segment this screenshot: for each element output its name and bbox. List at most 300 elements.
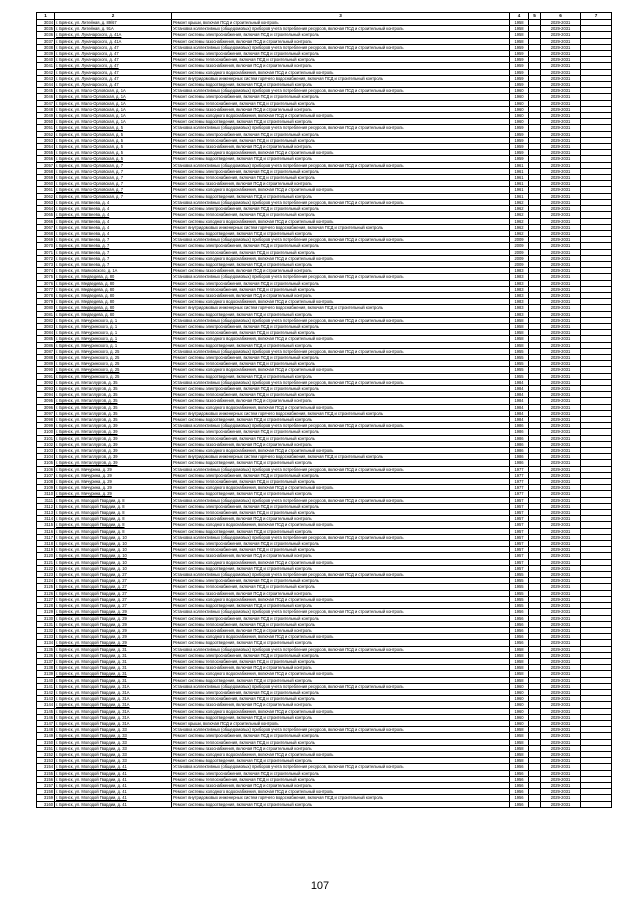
period-cell: 2029-2031 <box>541 596 581 602</box>
period-cell: 2029-2031 <box>541 417 581 423</box>
work-type-cell: Ремонт системы водоотведения, включая ПСД и строительный контроль <box>172 528 510 534</box>
work-type-cell: Ремонт системы теплоснабжения, включая ПСД и строительный контроль <box>172 696 510 702</box>
row-number-cell: 3130 <box>37 615 55 621</box>
address-cell: г. Брянск, ул. Металлургов, д. 39 <box>55 423 172 429</box>
year-cell: 1959 <box>510 82 529 88</box>
period-cell: 2029-2031 <box>541 516 581 522</box>
period-cell: 2029-2031 <box>541 268 581 274</box>
address-cell: г. Брянск, ул. Мало-Орловская, д. 1А <box>55 100 172 106</box>
period-cell: 2029-2031 <box>541 460 581 466</box>
work-type-cell: Ремонт системы холодного водоснабжения, включая ПСД и строительный контроль <box>172 596 510 602</box>
year-cell: 1955 <box>510 596 529 602</box>
address-cell: г. Брянск, ул. Молодой Гвардии, д. 29 <box>55 609 172 615</box>
address-cell: г. Брянск, ул. Луначарского, д. 47 <box>55 75 172 81</box>
address-cell: г. Брянск, ул. Матвеева, д. 4 <box>55 199 172 205</box>
period-cell: 2029-2031 <box>541 627 581 633</box>
year-cell: 1958 <box>510 32 529 38</box>
row-number-cell: 3066 <box>37 218 55 224</box>
period-cell: 2029-2031 <box>541 168 581 174</box>
work-type-cell: Ремонт системы теплоснабжения, включая ПСД и строительный контроль <box>172 510 510 516</box>
period-cell: 2029-2031 <box>541 255 581 261</box>
work-type-cell: Ремонт внутридомовых инженерных систем горячего водоснабжения, включая ПСД и строительный контроль <box>172 224 510 230</box>
year-cell: 1960 <box>510 696 529 702</box>
work-type-cell: Ремонт системы теплоснабжения, включая ПСД и строительный контроль <box>172 212 510 218</box>
col7-cell <box>581 801 612 807</box>
work-type-cell: Ремонт системы теплоснабжения, включая ПСД и строительный контроль <box>172 739 510 745</box>
period-cell: 2029-2031 <box>541 801 581 807</box>
year-cell: 1957 <box>510 516 529 522</box>
table-header-row <box>37 13 612 20</box>
row-number-cell: 3041 <box>37 63 55 69</box>
row-number-cell: 3158 <box>37 789 55 795</box>
address-cell: г. Брянск, ул. Мичурина, д. 29 <box>55 479 172 485</box>
period-cell: 2029-2031 <box>541 348 581 354</box>
header-cell-1: 1 <box>37 13 55 20</box>
work-type-cell: Ремонт системы газоснабжения, включая ПСД и строительный контроль <box>172 665 510 671</box>
address-cell: г. Брянск, ул. Металлургов, д. 35 <box>55 404 172 410</box>
year-cell: 1983 <box>510 311 529 317</box>
row-number-cell: 3106 <box>37 466 55 472</box>
period-cell: 2029-2031 <box>541 559 581 565</box>
row-number-cell: 3079 <box>37 299 55 305</box>
year-cell: 1956 <box>510 621 529 627</box>
period-cell: 2029-2031 <box>541 32 581 38</box>
work-type-cell: Установка коллективных (общедомовых) приборов учета потребления ресурсов, включая ПСД и строительный контроль <box>172 764 510 770</box>
address-cell: г. Брянск, ул. Молодой Гвардии, д. 10 <box>55 547 172 553</box>
year-cell: 1961 <box>510 181 529 187</box>
period-cell: 2029-2031 <box>541 131 581 137</box>
work-type-cell: Ремонт системы водоотведения, включая ПСД и строительный контроль <box>172 119 510 125</box>
work-type-cell: Ремонт системы электроснабжения, включая ПСД и строительный контроль <box>172 578 510 584</box>
address-cell: г. Брянск, ул. Металлургов, д. 39 <box>55 460 172 466</box>
year-cell: 1962 <box>510 206 529 212</box>
year-cell: 1955 <box>510 572 529 578</box>
year-cell: 1986 <box>510 460 529 466</box>
address-cell: г. Брянск, ул. Молодой Гвардии, д. 8 <box>55 503 172 509</box>
address-cell: г. Брянск, ул. Молодой Гвардии, д. 8 <box>55 516 172 522</box>
row-number-cell: 3125 <box>37 584 55 590</box>
address-cell: г. Брянск, ул. Молодой Гвардии, д. 31 <box>55 671 172 677</box>
period-cell: 2029-2031 <box>541 696 581 702</box>
year-cell: 1983 <box>510 274 529 280</box>
year-cell: 1958 <box>510 751 529 757</box>
work-type-cell: Ремонт системы водоотведения, включая ПСД и строительный контроль <box>172 714 510 720</box>
address-cell: г. Брянск, ул. Молодой Гвардии, д. 33 <box>55 733 172 739</box>
period-cell: 2029-2031 <box>541 714 581 720</box>
work-type-cell: Ремонт системы электроснабжения, включая ПСД и строительный контроль <box>172 541 510 547</box>
row-number-cell: 3133 <box>37 634 55 640</box>
year-cell: 1957 <box>510 522 529 528</box>
work-type-cell: Ремонт системы газоснабжения, включая ПСД и строительный контроль <box>172 441 510 447</box>
row-number-cell: 3054 <box>37 144 55 150</box>
address-cell: г. Брянск, ул. Мичурина, д. 29 <box>55 466 172 472</box>
period-cell: 2029-2031 <box>541 683 581 689</box>
row-number-cell: 3034 <box>37 20 55 26</box>
year-cell: 1960 <box>510 720 529 726</box>
address-cell: г. Брянск, ул. Молодой Гвардии, д. 33 <box>55 727 172 733</box>
work-type-cell: Ремонт системы холодного водоснабжения, включая ПСД и строительный контроль <box>172 671 510 677</box>
period-cell: 2029-2031 <box>541 652 581 658</box>
year-cell: 1984 <box>510 379 529 385</box>
year-cell: 1958 <box>510 671 529 677</box>
address-cell: г. Брянск, ул. Мичуринского, д. 1 <box>55 323 172 329</box>
row-number-cell: 3153 <box>37 758 55 764</box>
period-cell: 2029-2031 <box>541 720 581 726</box>
year-cell: 1960 <box>510 702 529 708</box>
period-cell: 2029-2031 <box>541 88 581 94</box>
year-cell: 1983 <box>510 299 529 305</box>
work-type-cell: Ремонт системы холодного водоснабжения, включая ПСД и строительный контроль <box>172 299 510 305</box>
year-cell: 1958 <box>510 677 529 683</box>
period-cell: 2029-2031 <box>541 150 581 156</box>
work-type-cell: Ремонт системы электроснабжения, включая ПСД и строительный контроль <box>172 429 510 435</box>
work-type-cell: Ремонт системы водоотведения, включая ПСД и строительный контроль <box>172 342 510 348</box>
year-cell: 1983 <box>510 292 529 298</box>
work-type-cell: Ремонт системы холодного водоснабжения, включая ПСД и строительный контроль <box>172 634 510 640</box>
year-cell: 1955 <box>510 373 529 379</box>
period-cell: 2029-2031 <box>541 727 581 733</box>
row-number-cell: 3138 <box>37 665 55 671</box>
period-cell: 2029-2031 <box>541 677 581 683</box>
period-cell: 2029-2031 <box>541 739 581 745</box>
year-cell: 1958 <box>510 20 529 26</box>
address-cell: г. Брянск, ул. Матвеева, д. 7 <box>55 249 172 255</box>
row-number-cell: 3143 <box>37 696 55 702</box>
year-cell: 1960 <box>510 94 529 100</box>
address-cell: г. Брянск, ул. Металлургов, д. 35 <box>55 392 172 398</box>
address-cell: г. Брянск, ул. Молодой Гвардии, д. 10 <box>55 553 172 559</box>
work-type-cell: Ремонт крыши, включая ПСД и строительный контроль <box>172 20 510 26</box>
address-cell: г. Брянск, ул. Мало-Орловская, д. 7 <box>55 175 172 181</box>
year-cell: 1962 <box>510 212 529 218</box>
address-cell: г. Брянск, ул. Мало-Орловская, д. 5 <box>55 125 172 131</box>
work-type-cell: Установка коллективных (общедомовых) приборов учета потребления ресурсов, включая ПСД и строительный контроль <box>172 199 510 205</box>
row-number-cell: 3109 <box>37 485 55 491</box>
period-cell: 2029-2031 <box>541 94 581 100</box>
year-cell: 1959 <box>510 150 529 156</box>
year-cell: 1960 <box>510 119 529 125</box>
period-cell: 2029-2031 <box>541 367 581 373</box>
work-type-cell: Установка коллективных (общедомовых) приборов учета потребления ресурсов, включая ПСД и строительный контроль <box>172 274 510 280</box>
year-cell: 1959 <box>510 156 529 162</box>
row-number-cell: 3154 <box>37 764 55 770</box>
work-type-cell: Ремонт системы теплоснабжения, включая ПСД и строительный контроль <box>172 175 510 181</box>
period-cell: 2029-2031 <box>541 479 581 485</box>
row-number-cell: 3105 <box>37 460 55 466</box>
work-type-cell: Установка коллективных (общедомовых) приборов учета потребления ресурсов, включая ПСД и строительный контроль <box>172 88 510 94</box>
year-cell: 1959 <box>510 125 529 131</box>
work-type-cell: Ремонт внутридомовых инженерных систем горячего водоснабжения, включая ПСД и строительный контроль <box>172 795 510 801</box>
year-cell: 1958 <box>510 758 529 764</box>
period-cell: 2029-2031 <box>541 292 581 298</box>
row-number-cell: 3052 <box>37 131 55 137</box>
address-cell: г. Брянск, ул. Мичуринского, д. 1 <box>55 342 172 348</box>
year-cell: 1956 <box>510 764 529 770</box>
row-number-cell: 3142 <box>37 689 55 695</box>
period-cell: 2029-2031 <box>541 305 581 311</box>
address-cell: г. Брянск, ул. Мичуринского, д. 25 <box>55 354 172 360</box>
row-number-cell: 3070 <box>37 243 55 249</box>
work-type-cell: Установка коллективных (общедомовых) приборов учета потребления ресурсов, включая ПСД и строительный контроль <box>172 44 510 50</box>
year-cell: 1956 <box>510 776 529 782</box>
year-cell: 1956 <box>510 627 529 633</box>
address-cell: г. Брянск, ул. Матвеева, д. 7 <box>55 237 172 243</box>
period-cell: 2029-2031 <box>541 243 581 249</box>
year-cell: 1961 <box>510 187 529 193</box>
period-cell: 2029-2031 <box>541 776 581 782</box>
row-number-cell: 3115 <box>37 522 55 528</box>
address-cell: г. Брянск, ул. Молодой Гвардии, д. 8 <box>55 510 172 516</box>
period-cell: 2029-2031 <box>541 57 581 63</box>
period-cell: 2029-2031 <box>541 230 581 236</box>
row-number-cell: 3145 <box>37 708 55 714</box>
work-type-cell: Ремонт системы водоотведения, включая ПСД и строительный контроль <box>172 758 510 764</box>
year-cell: 1959 <box>510 69 529 75</box>
period-cell: 2029-2031 <box>541 336 581 342</box>
row-number-cell: 3071 <box>37 249 55 255</box>
row-number-cell: 3091 <box>37 373 55 379</box>
work-type-cell: Ремонт системы электроснабжения, включая ПСД и строительный контроль <box>172 51 510 57</box>
address-cell: г. Брянск, ул. Мичуринского, д. 1 <box>55 317 172 323</box>
address-cell: г. Брянск, ул. Молодой Гвардии, д. 33 <box>55 745 172 751</box>
address-cell: г. Брянск, ул. Молодой Гвардии, д. 10 <box>55 534 172 540</box>
work-type-cell: Ремонт системы холодного водоснабжения, включая ПСД и строительный контроль <box>172 751 510 757</box>
address-cell: г. Брянск, ул. Молодой Гвардии, д. 31А <box>55 696 172 702</box>
year-cell: 1958 <box>510 733 529 739</box>
address-cell: г. Брянск, ул. Мало-Орловская, д. 5 <box>55 131 172 137</box>
address-cell: г. Брянск, ул. Металлургов, д. 39 <box>55 435 172 441</box>
work-type-cell: Ремонт системы газоснабжения, включая ПСД и строительный контроль <box>172 292 510 298</box>
row-number-cell: 3072 <box>37 255 55 261</box>
row-number-cell: 3061 <box>37 187 55 193</box>
work-type-cell: Ремонт системы водоотведения, включая ПСД и строительный контроль <box>172 417 510 423</box>
row-number-cell: 3043 <box>37 75 55 81</box>
address-cell: г. Брянск, ул. Молодой Гвардии, д. 31А <box>55 702 172 708</box>
period-cell: 2029-2031 <box>541 782 581 788</box>
row-number-cell: 3150 <box>37 739 55 745</box>
period-cell: 2029-2031 <box>541 137 581 143</box>
work-type-cell: Ремонт системы теплоснабжения, включая ПСД и строительный контроль <box>172 435 510 441</box>
address-cell: г. Брянск, ул. Матвеева, д. 4 <box>55 212 172 218</box>
work-type-cell: Ремонт системы электроснабжения, включая ПСД и строительный контроль <box>172 503 510 509</box>
address-cell: г. Брянск, ул. Медведева, д. 80 <box>55 286 172 292</box>
work-type-cell: Ремонт системы холодного водоснабжения, включая ПСД и строительный контроль <box>172 522 510 528</box>
address-cell: г. Брянск, ул. Молодой Гвардии, д. 31 <box>55 665 172 671</box>
address-cell: г. Брянск, ул. Молодой Гвардии, д. 33 <box>55 758 172 764</box>
work-type-cell: Установка коллективных (общедомовых) приборов учета потребления ресурсов, включая ПСД и строительный контроль <box>172 534 510 540</box>
period-cell: 2029-2031 <box>541 206 581 212</box>
period-cell: 2029-2031 <box>541 63 581 69</box>
address-cell: г. Брянск, ул. Молодой Гвардии, д. 10 <box>55 541 172 547</box>
year-cell: 1958 <box>510 652 529 658</box>
work-type-cell: Ремонт системы газоснабжения, включая ПСД и строительный контроль <box>172 782 510 788</box>
year-cell: 1958 <box>510 336 529 342</box>
year-cell: 1961 <box>510 162 529 168</box>
row-number-cell: 3128 <box>37 603 55 609</box>
year-cell: 1955 <box>510 578 529 584</box>
year-cell: 1957 <box>510 559 529 565</box>
row-number-cell: 3037 <box>37 38 55 44</box>
year-cell: 1956 <box>510 615 529 621</box>
year-cell: 1977 <box>510 491 529 497</box>
row-number-cell: 3103 <box>37 448 55 454</box>
address-cell: г. Брянск, ул. Молодой Гвардии, д. 8 <box>55 522 172 528</box>
period-cell: 2029-2031 <box>541 541 581 547</box>
work-type-cell: Ремонт системы водоотведения, включая ПСД и строительный контроль <box>172 82 510 88</box>
year-cell: 2009 <box>510 237 529 243</box>
year-cell: 1960 <box>510 708 529 714</box>
row-number-cell: 3055 <box>37 150 55 156</box>
year-cell: 1984 <box>510 398 529 404</box>
work-type-cell: Ремонт системы холодного водоснабжения, включая ПСД и строительный контроль <box>172 559 510 565</box>
work-type-cell: Ремонт системы электроснабжения, включая ПСД и строительный контроль <box>172 280 510 286</box>
address-cell: г. Брянск, ул. Медведева, д. 80 <box>55 280 172 286</box>
address-cell: г. Брянск, ул. Мичурина, д. 29 <box>55 472 172 478</box>
address-cell: г. Брянск, ул. Мало-Орловская, д. 5 <box>55 144 172 150</box>
address-cell: г. Брянск, ул. Молодой Гвардии, д. 41 <box>55 789 172 795</box>
row-number-cell: 3101 <box>37 435 55 441</box>
period-cell: 2029-2031 <box>541 144 581 150</box>
year-cell: 1957 <box>510 541 529 547</box>
address-cell: г. Брянск, ул. Мичурина, д. 29 <box>55 485 172 491</box>
year-cell: 2009 <box>510 261 529 267</box>
address-cell: г. Брянск, ул. Молодой Гвардии, д. 31А <box>55 714 172 720</box>
year-cell: 1958 <box>510 745 529 751</box>
address-cell: г. Брянск, ул. Матвеева, д. 4 <box>55 230 172 236</box>
work-type-cell: Ремонт системы теплоснабжения, включая ПСД и строительный контроль <box>172 479 510 485</box>
period-cell: 2029-2031 <box>541 621 581 627</box>
year-cell: 1984 <box>510 385 529 391</box>
work-type-cell: Установка коллективных (общедомовых) приборов учета потребления ресурсов, включая ПСД и строительный контроль <box>172 348 510 354</box>
work-type-cell: Ремонт системы газоснабжения, включая ПСД и строительный контроль <box>172 398 510 404</box>
year-cell: 1958 <box>510 323 529 329</box>
address-cell: г. Брянск, ул. Металлургов, д. 39 <box>55 448 172 454</box>
row-number-cell: 3119 <box>37 547 55 553</box>
work-type-cell: Ремонт системы водоотведения, включая ПСД и строительный контроль <box>172 640 510 646</box>
period-cell: 2029-2031 <box>541 534 581 540</box>
year-cell: 1961 <box>510 168 529 174</box>
year-cell: 2009 <box>510 255 529 261</box>
work-type-cell: Ремонт системы газоснабжения, включая ПСД и строительный контроль <box>172 702 510 708</box>
year-cell: 1959 <box>510 63 529 69</box>
year-cell: 1977 <box>510 479 529 485</box>
row-number-cell: 3123 <box>37 572 55 578</box>
work-type-cell: Ремонт системы газоснабжения, включая ПСД и строительный контроль <box>172 627 510 633</box>
row-number-cell: 3092 <box>37 379 55 385</box>
address-cell: г. Брянск, ул. Металлургов, д. 35 <box>55 417 172 423</box>
period-cell: 2029-2031 <box>541 751 581 757</box>
year-cell: 1959 <box>510 137 529 143</box>
row-number-cell: 3073 <box>37 261 55 267</box>
row-number-cell: 3077 <box>37 286 55 292</box>
row-number-cell: 3099 <box>37 423 55 429</box>
row-number-cell: 3064 <box>37 206 55 212</box>
work-type-cell: Ремонт системы холодного водоснабжения, включая ПСД и строительный контроль <box>172 218 510 224</box>
row-number-cell: 3141 <box>37 683 55 689</box>
period-cell: 2029-2031 <box>541 286 581 292</box>
row-number-cell: 3134 <box>37 640 55 646</box>
row-number-cell: 3102 <box>37 441 55 447</box>
address-cell: г. Брянск, ул. Металлургов, д. 39 <box>55 454 172 460</box>
year-cell: 1955 <box>510 367 529 373</box>
period-cell: 2029-2031 <box>541 224 581 230</box>
year-cell: 1960 <box>510 100 529 106</box>
address-cell: г. Брянск, ул. Мало-Орловская, д. 7 <box>55 181 172 187</box>
year-cell: 1956 <box>510 770 529 776</box>
address-cell: г. Брянск, ул. Матвеева, д. 4 <box>55 224 172 230</box>
row-number-cell: 3140 <box>37 677 55 683</box>
address-cell: г. Брянск, ул. Молодой Гвардии, д. 41 <box>55 801 172 807</box>
row-number-cell: 3139 <box>37 671 55 677</box>
work-type-cell: Ремонт системы водоотведения, включая ПСД и строительный контроль <box>172 193 510 199</box>
period-cell: 2029-2031 <box>541 640 581 646</box>
address-cell: г. Брянск, ул. Металлургов, д. 39 <box>55 441 172 447</box>
work-type-cell: Установка коллективных (общедомовых) приборов учета потребления ресурсов, включая ПСД и строительный контроль <box>172 317 510 323</box>
col5-cell <box>529 801 541 807</box>
address-cell: г. Брянск, ул. Металлургов, д. 35 <box>55 385 172 391</box>
address-cell: г. Брянск, ул. Молодой Гвардии, д. 8 <box>55 497 172 503</box>
row-number-cell: 3112 <box>37 503 55 509</box>
year-cell: 1960 <box>510 689 529 695</box>
row-number-cell: 3118 <box>37 541 55 547</box>
year-cell: 1962 <box>510 199 529 205</box>
period-cell: 2029-2031 <box>541 261 581 267</box>
row-number-cell: 3058 <box>37 168 55 174</box>
year-cell: 1984 <box>510 410 529 416</box>
year-cell: 1961 <box>510 193 529 199</box>
period-cell: 2029-2031 <box>541 435 581 441</box>
year-cell: 1955 <box>510 603 529 609</box>
row-number-cell: 3090 <box>37 367 55 373</box>
year-cell: 1956 <box>510 609 529 615</box>
address-cell: г. Брянск, ул. Молодой Гвардии, д. 29 <box>55 627 172 633</box>
work-type-cell: Ремонт системы электроснабжения, включая ПСД и строительный контроль <box>172 94 510 100</box>
period-cell: 2029-2031 <box>541 429 581 435</box>
work-type-cell: Ремонт системы холодного водоснабжения, включая ПСД и строительный контроль <box>172 485 510 491</box>
address-cell: г. Брянск, ул. Мало-Орловская, д. 5 <box>55 156 172 162</box>
row-number-cell: 3048 <box>37 106 55 112</box>
row-number-cell: 3152 <box>37 751 55 757</box>
year-cell: 1983 <box>510 305 529 311</box>
address-cell: г. Брянск, ул. Молодой Гвардии, д. 33 <box>55 739 172 745</box>
period-cell: 2029-2031 <box>541 249 581 255</box>
work-type-cell: Ремонт системы электроснабжения, включая ПСД и строительный контроль <box>172 385 510 391</box>
row-number-cell: 3149 <box>37 733 55 739</box>
row-number-cell: 3094 <box>37 392 55 398</box>
row-number-cell: 3051 <box>37 125 55 131</box>
row-number-cell: 3039 <box>37 51 55 57</box>
year-cell: 1956 <box>510 782 529 788</box>
address-cell: г. Брянск, ул. Матвеева, д. 4 <box>55 218 172 224</box>
year-cell: 1957 <box>510 553 529 559</box>
work-type-cell: Ремонт системы холодного водоснабжения, включая ПСД и строительный контроль <box>172 255 510 261</box>
period-cell: 2029-2031 <box>541 342 581 348</box>
period-cell: 2029-2031 <box>541 708 581 714</box>
work-type-cell: Ремонт системы водоотведения, включая ПСД и строительный контроль <box>172 373 510 379</box>
row-number-cell: 3135 <box>37 646 55 652</box>
period-cell: 2029-2031 <box>541 658 581 664</box>
address-cell: г. Брянск, ул. Молодой Гвардии, д. 31 <box>55 652 172 658</box>
period-cell: 2029-2031 <box>541 26 581 32</box>
period-cell: 2029-2031 <box>541 330 581 336</box>
year-cell: 1957 <box>510 534 529 540</box>
period-cell: 2029-2031 <box>541 522 581 528</box>
period-cell: 2029-2031 <box>541 472 581 478</box>
period-cell: 2029-2031 <box>541 547 581 553</box>
period-cell: 2029-2031 <box>541 199 581 205</box>
year-cell: 1955 <box>510 584 529 590</box>
year-cell: 1957 <box>510 503 529 509</box>
